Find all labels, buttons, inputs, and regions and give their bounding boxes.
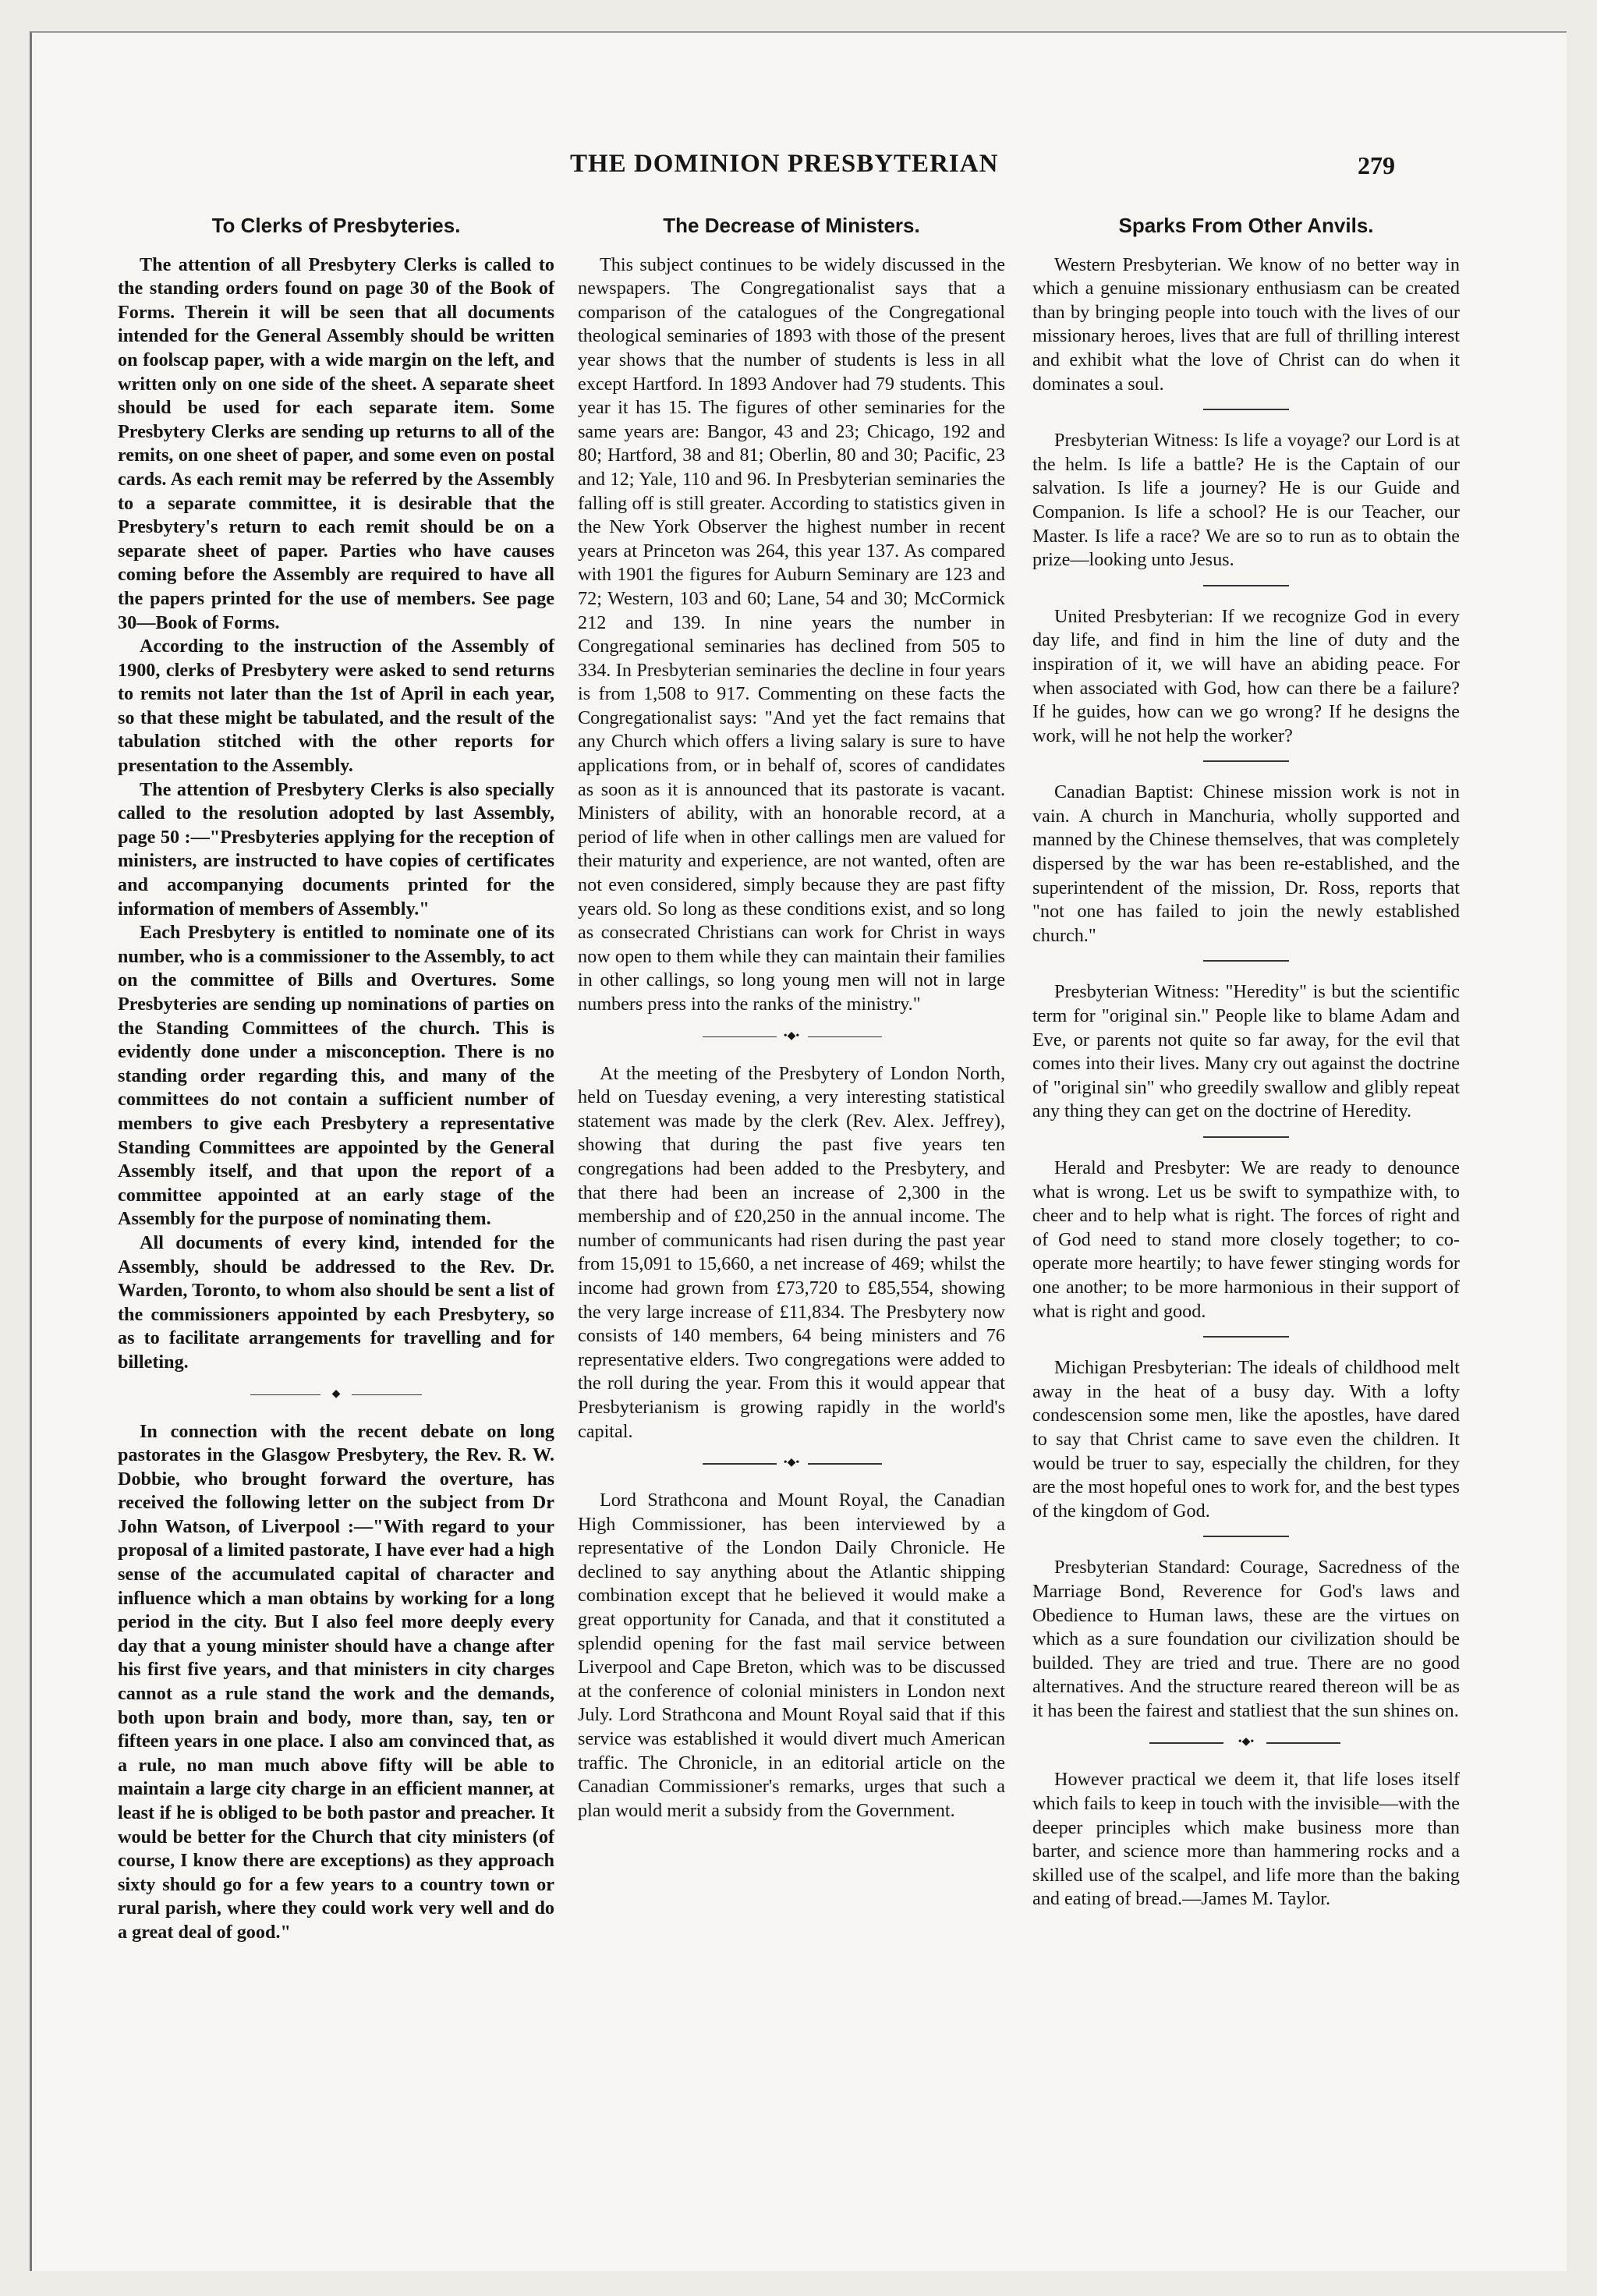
article-paragraph: United Presbyterian: If we recognize God in every day life, and find in him the line of duty and the inspiration of it, we will have an abiding peace. For when associated with God, how can there be a failure? If he guides, how can we go wrong? If he designs the work, will he not help the worker? [1032,605,1460,746]
section-rule [1203,1136,1289,1138]
article-paragraph: Presbyterian Witness: Is life a voyage? our Lord is at the helm. Is life a battle? He is the Captain of our salvation. Is life a journey? He is our Guide and Companion. Is life a school? He is our Teacher, our Master. Is life a race? We are so to run as to obtain the prize—looking unto Jesus. [1032,430,1460,571]
section-rule [1203,1536,1289,1537]
ornamental-divider: •◆• [1032,1734,1460,1751]
article-paragraph: Lord Strathcona and Mount Royal, the Canadian High Commissioner, has been interviewed by a representative of the London Daily Chronicle. He declined to say anything about the Atlantic shipping combination except that he believed it would make a great opportunity for Canada, and that it constituted a splendid opening for the fast mail service between Liverpool and Cape Breton, which was to be discussed at the conference of colonial ministers in London next July. Lord Strathcona and Mount Royal said that if this service was established it would divert much American traffic. The Chronicle, in an editorial article on the Canadian Commissioner's remarks, urges that such a plan would merit a subsidy from the Government. [578,1490,1005,1821]
article-paragraph: All documents of every kind, intended for the Assembly, should be addressed to the Rev. Dr. Warden, Toronto, to whom also should be sent a list of the commissioners appointed by each Presbytery, so as to facilitate arrangements for travelling and for billeting. [118,1231,554,1373]
article-paragraph: However practical we deem it, that life loses itself which fails to keep in touch with the invisible—with the deeper principles which make business more than barter, and science more than hammering rocks and a skilled use of the scalpel, and life more than the baking and eating of bread.—James M. Taylor. [1032,1769,1460,1910]
article-paragraph: Presbyterian Standard: Courage, Sacredness of the Marriage Bond, Reverence for God's laws and Obedience to Human laws, these are the virtues on which as a sure foundation our civilization should be builded. They are tried and true. There are no good alternatives. And the structure reared thereon will be as it has been the fairest and statliest that the sun shines on. [1032,1557,1460,1721]
article-paragraph: According to the instruction of the Assembly of 1900, clerks of Presbytery were asked to send returns to remits not later than the 1st of April in each year, so that these might be tabulated, and the result of the tabulation stitched with the other reports for presentation to the Assembly. [118,636,554,777]
running-title: THE DOMINION PRESBYTERIAN [570,150,999,178]
article-paragraph: Presbyterian Witness: "Heredity" is but the scientific term for "original sin." People like to blame Adam and Eve, or parents not quite so far away, for the evil that comes into their lives. Many cry out against the doctrine of "original sin" who greedily swallow and glibly repeat any thing they can get on the doctrine of Heredity. [1032,981,1460,1122]
article-paragraph: At the meeting of the Presbytery of London North, held on Tuesday evening, a very interesting statistical statement was made by the clerk (Rev. Alex. Jeffrey), showing that during the past five years ten congregations had been added to the Presbytery, and that there had been an increase of 2,300 in the membership and of £20,250 in the annual income. The number of communicants had risen during the past year from 15,091 to 15,660, a net increase of 469; whilst the income had grown from £73,720 to £85,554, showing the very large increase of £11,834. The Presbytery now consists of 140 members, 64 being ministers and 76 representative elders. Two congregations were added to the roll during the year. From this it would appear that Presbyterianism is growing rapidly in the world's capital. [578,1062,1005,1442]
ornamental-divider: •◆• [578,1028,1005,1045]
newspaper-page [30,31,1567,2271]
article-paragraph: The attention of Presbytery Clerks is also specially called to the resolution adopted by last Assembly, page 50 :—"Presbyteries applying for the reception of ministers, are instructed to have copies of certificates and accompanying documents printed for the information of members of Assembly." [118,778,554,919]
article-paragraph: Herald and Presbyter: We are ready to denounce what is wrong. Let us be swift to sympathize with, to cheer and to help what is right. The forces of right and of God need to stand more closely together; to co-operate more heartily; to have fewer stinging words for one another; to be more harmonious in their support of what is right and good. [1032,1157,1460,1322]
column-right [1032,214,1460,1912]
article-paragraph: Canadian Baptist: Chinese mission work is not in vain. A church in Manchuria, wholly supported and manned by the Chinese themselves, that was completely dispersed by the war has been re-established, and the superintendent of the mission, Dr. Ross, reports that "not one has failed to join the newly established church." [1032,781,1460,946]
ornamental-divider: •◆• [578,1454,1005,1472]
article-paragraph: Western Presbyterian. We know of no better way in which a genuine missionary enthusiasm can be created than by bringing people into touch with the lives of our missionary heroes, lives that are full of thrilling interest and exhibit what the love of Christ can do when it dominates a soul. [1032,253,1460,395]
article-paragraph: Each Presbytery is entitled to nominate one of its number, who is a commissioner to the Assembly, to act on the committee of Bills and Overtures. Some Presbyteries are sending up nominations of parties on the Standing Committees of the church. This is evidently done under a misconception. There is no standing order regarding this, and many of the committees do not contain a sufficient number of members to give each Presbytery a representative Standing Committees are appointed by the General Assembly itself, and that upon the report of a committee appointed at an early stage of the Assembly for the purpose of nominating them. [118,922,554,1230]
section-rule [1203,960,1289,962]
section-rule [1203,760,1289,762]
page-header [32,150,1567,197]
article-paragraph: Michigan Presbyterian: The ideals of childhood melt away in the heat of a busy day. With a lofty condescension some men, like the apostles, have dared to say that Christ came to save even the children. It would be truer to say, especially the children, for they are the most hopeful ones to work for, and the best types of the kingdom of God. [1032,1357,1460,1522]
ornamental-divider: ◆ [118,1386,554,1403]
heading-decrease-of-ministers: The Decrease of Ministers. [663,214,920,237]
section-rule [1203,585,1289,586]
column-middle [578,214,1005,1823]
column-left [118,214,554,1945]
heading-clerks-of-presbyteries: To Clerks of Presbyteries. [211,214,461,237]
page-number: 279 [1358,151,1395,179]
article-paragraph: The attention of all Presbytery Clerks is called to the standing orders found on page 30 of the Book of Forms. Therein it will be seen that all documents intended for the General Assembly should be written on foolscap paper, with a wide margin on the left, and written only on one side of the sheet. A separate sheet should be used for each separate item. Some Presbytery Clerks are sending up returns to all of the remits, on one sheet of paper, and some even on postal cards. As each remit may be referred by the Assembly to a separate committee, it is desirable that the Presbytery's return to each remit should be on a separate sheet of paper. Parties who have causes coming before the Assembly are required to have all the papers printed for the use of members. See page 30—Book of Forms. [118,253,554,633]
article-paragraph: This subject continues to be widely discussed in the newspapers. The Congregationalist says that a comparison of the catalogues of the Congregational theological seminaries of 1893 with those of the present year shows that the number of students is less in all except Hartford. In 1893 Andover had 79 students. This year it has 15. The figures of other seminaries for the same years are: Bangor, 43 and 23; Chicago, 192 and 80; Hartford, 38 and 81; Oberlin, 80 and 30; Pacific, 23 and 12; Yale, 110 and 96. In Presbyterian seminaries the falling off is still greater. According to statistics given in the New York Observer the highest number in recent years at Princeton was 264, this year 137. As compared with 1901 the figures for Auburn Seminary are 123 and 72; Western, 103 and 60; Lane, 54 and 30; McCormick 212 and 139. In nine years the number in Congregational seminaries has declined from 505 to 334. In Presbyterian seminaries the decline in four years is from 1,508 to 917. Commenting on these facts the Congregationalist says: "And yet the fact remains that any Church which offers a living salary is sure to have applications from, or in behalf of, scores of candidates as soon as it is announced that its pastorate is vacant. Ministers of ability, with an honorable record, at a period of life when in other callings men are valued for their maturity and experience, are not wanted, often are not even considered, simply because they are past fifty years old. So long as these conditions exist, and so long as consecrated Christians can work for Christ in ways now open to them while they can maintain their families in other callings, so long young men will not in large numbers press into the ranks of the ministry." [578,253,1005,1015]
section-rule [1203,1336,1289,1338]
article-paragraph: In connection with the recent debate on long pastorates in the Glasgow Presbytery, the Rev. R. W. Dobbie, who brought forward the overture, has received the following letter on the subject from Dr John Watson, of Liverpool :—"With regard to your proposal of a limited pastorate, I have ever had a high sense of the accumulated capital of character and influence which a man obtains by working for a long period in the city. But I also feel more deeply every day that a young minister should have a change after his first five years, and that ministers in city charges cannot as a rule stand the work and the demands, both upon brain and body, more than, say, ten or fifteen years in one place. I also am convinced that, as a rule, no man much above fifty will be able to maintain a large city charge in an efficient manner, at least if he is obliged to be both pastor and preacher. It would be better for the Church that city ministers (of course, I know there are exceptions) as they approach sixty should go for a few years to a country town or rural parish, where they could work very well and do a great deal of good." [118,1420,554,1943]
section-rule [1203,409,1289,410]
heading-sparks-from-other-anvils: Sparks From Other Anvils. [1118,214,1374,237]
